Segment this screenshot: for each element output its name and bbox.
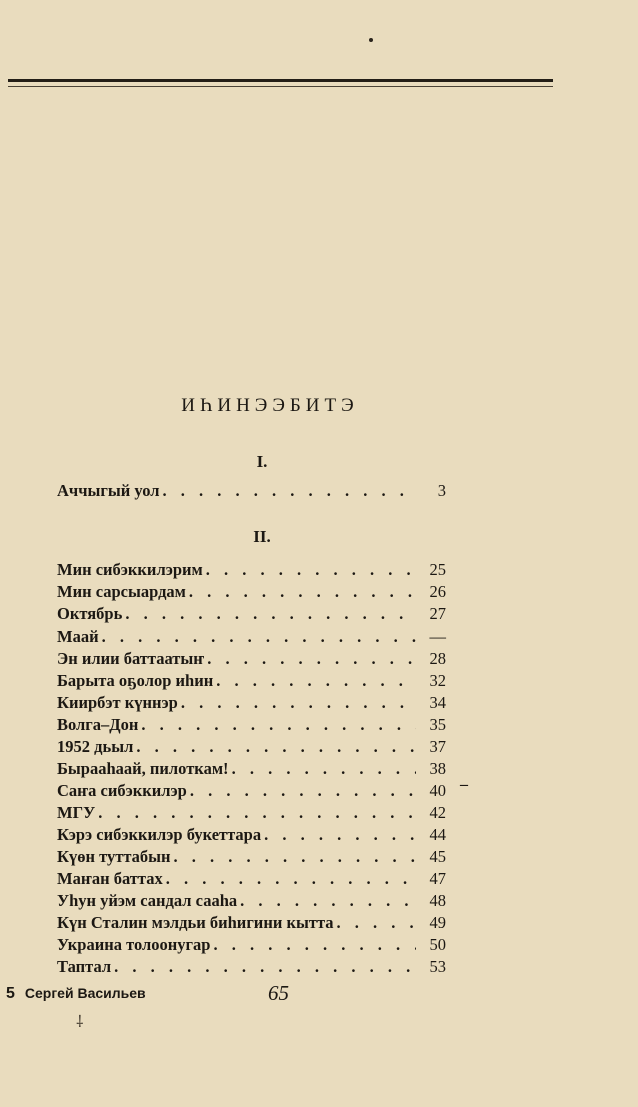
entry-page: 37 [429, 737, 446, 756]
entry-page: 32 [429, 671, 446, 690]
footer-signature [6, 985, 146, 1003]
entry-title: Эн илии баттаатыҥ [57, 649, 205, 668]
page-number: 65 [268, 981, 289, 1005]
dot-leader [190, 781, 416, 801]
entry-title: Волга–Дон [57, 715, 139, 734]
toc-entry [57, 781, 446, 803]
dot-leader [114, 957, 416, 977]
entry-title: Кэрэ сибэккилэр букеттара [57, 825, 262, 844]
dot-leader [207, 649, 416, 669]
toc-entry [57, 737, 446, 759]
margin-mark: ‒ [460, 776, 468, 793]
dot-leader [240, 891, 416, 911]
entry-title: Бырааһаай, пилоткам! [57, 759, 229, 778]
toc-entry [57, 935, 446, 957]
dot-leader [125, 604, 416, 624]
entry-title: Украина толоонугар [57, 935, 211, 954]
toc-entry [57, 869, 446, 891]
entry-page: 38 [429, 759, 446, 778]
footer-author: Сергей Васильев [24, 985, 146, 1001]
dot-leader [213, 935, 416, 955]
ink-dot [369, 38, 373, 42]
toc-entry [57, 671, 446, 693]
dot-leader [102, 627, 416, 647]
toc-entry [57, 825, 446, 847]
dot-leader [206, 560, 416, 580]
dot-leader [166, 869, 416, 889]
dot-leader [337, 913, 416, 933]
toc-entry [57, 891, 446, 913]
entry-page: 49 [429, 913, 446, 932]
entry-page: 44 [429, 825, 446, 844]
toc-entry [57, 649, 446, 671]
dot-leader [181, 693, 416, 713]
toc-entry [57, 715, 446, 737]
entry-title: Мин сарсыардам [57, 582, 186, 601]
entry-page: 28 [429, 649, 446, 668]
entry-title: МГУ [57, 803, 96, 822]
dot-leader [141, 715, 416, 735]
toc-entry [57, 759, 446, 781]
dot-leader [264, 825, 416, 845]
section-label-1: I. [256, 452, 268, 471]
dot-leader [98, 803, 416, 823]
toc-entry [57, 560, 446, 582]
dot-leader [232, 759, 416, 779]
toc-entry [57, 913, 446, 935]
toc-entry [57, 957, 446, 979]
entry-page: 3 [437, 481, 446, 500]
entry-title: Аччыгый уол [57, 481, 160, 500]
entry-title: Мин сибэккилэрим [57, 560, 203, 579]
entry-title: Күөн туттабын [57, 847, 171, 866]
entry-title: Саҥа сибэккилэр [57, 781, 187, 800]
entry-page: 50 [429, 935, 446, 954]
entry-page: 45 [429, 847, 446, 866]
entry-title: Октябрь [57, 604, 123, 623]
entry-page: 25 [429, 560, 446, 579]
section-label-2: II. [253, 527, 271, 546]
entry-page: 48 [429, 891, 446, 910]
entry-page: 47 [429, 869, 446, 888]
entry-page: 42 [429, 803, 446, 822]
entry-title: Барыта оҕолор иһин [57, 671, 214, 690]
dot-leader [136, 737, 416, 757]
entry-page: — [429, 627, 446, 646]
entry-title: Күн Сталин мэлдьи биһигини кытта [57, 913, 334, 932]
toc-entry [57, 604, 446, 626]
dot-leader [163, 481, 416, 501]
contents-title: ИҺИНЭЭБИТЭ [181, 395, 359, 416]
toc-entry [57, 693, 446, 715]
toc-entry [57, 803, 446, 825]
printer-mark: ⸸ [76, 1014, 84, 1031]
dot-leader [216, 671, 416, 691]
entry-title: Маҥан баттах [57, 869, 163, 888]
entry-title: Уһун уйэм сандал сааһа [57, 891, 238, 910]
signature-mark: 5 [6, 985, 15, 1002]
entry-page: 26 [429, 582, 446, 601]
entry-page: 27 [429, 604, 446, 623]
entry-page: 34 [429, 693, 446, 712]
toc-entry [57, 582, 446, 604]
entry-page: 40 [429, 781, 446, 800]
toc-entry [57, 627, 446, 649]
header-rule [8, 79, 553, 82]
entry-page: 53 [429, 957, 446, 976]
dot-leader [174, 847, 416, 867]
dot-leader [189, 582, 416, 602]
toc-entry [57, 481, 446, 503]
toc-entry [57, 847, 446, 869]
entry-title: Таптал [57, 957, 112, 976]
entry-title: 1952 дьыл [57, 737, 134, 756]
header-rule-thin [8, 86, 553, 87]
entry-page: 35 [429, 715, 446, 734]
entry-title: Киирбэт күннэр [57, 693, 178, 712]
entry-title: Маай [57, 627, 99, 646]
